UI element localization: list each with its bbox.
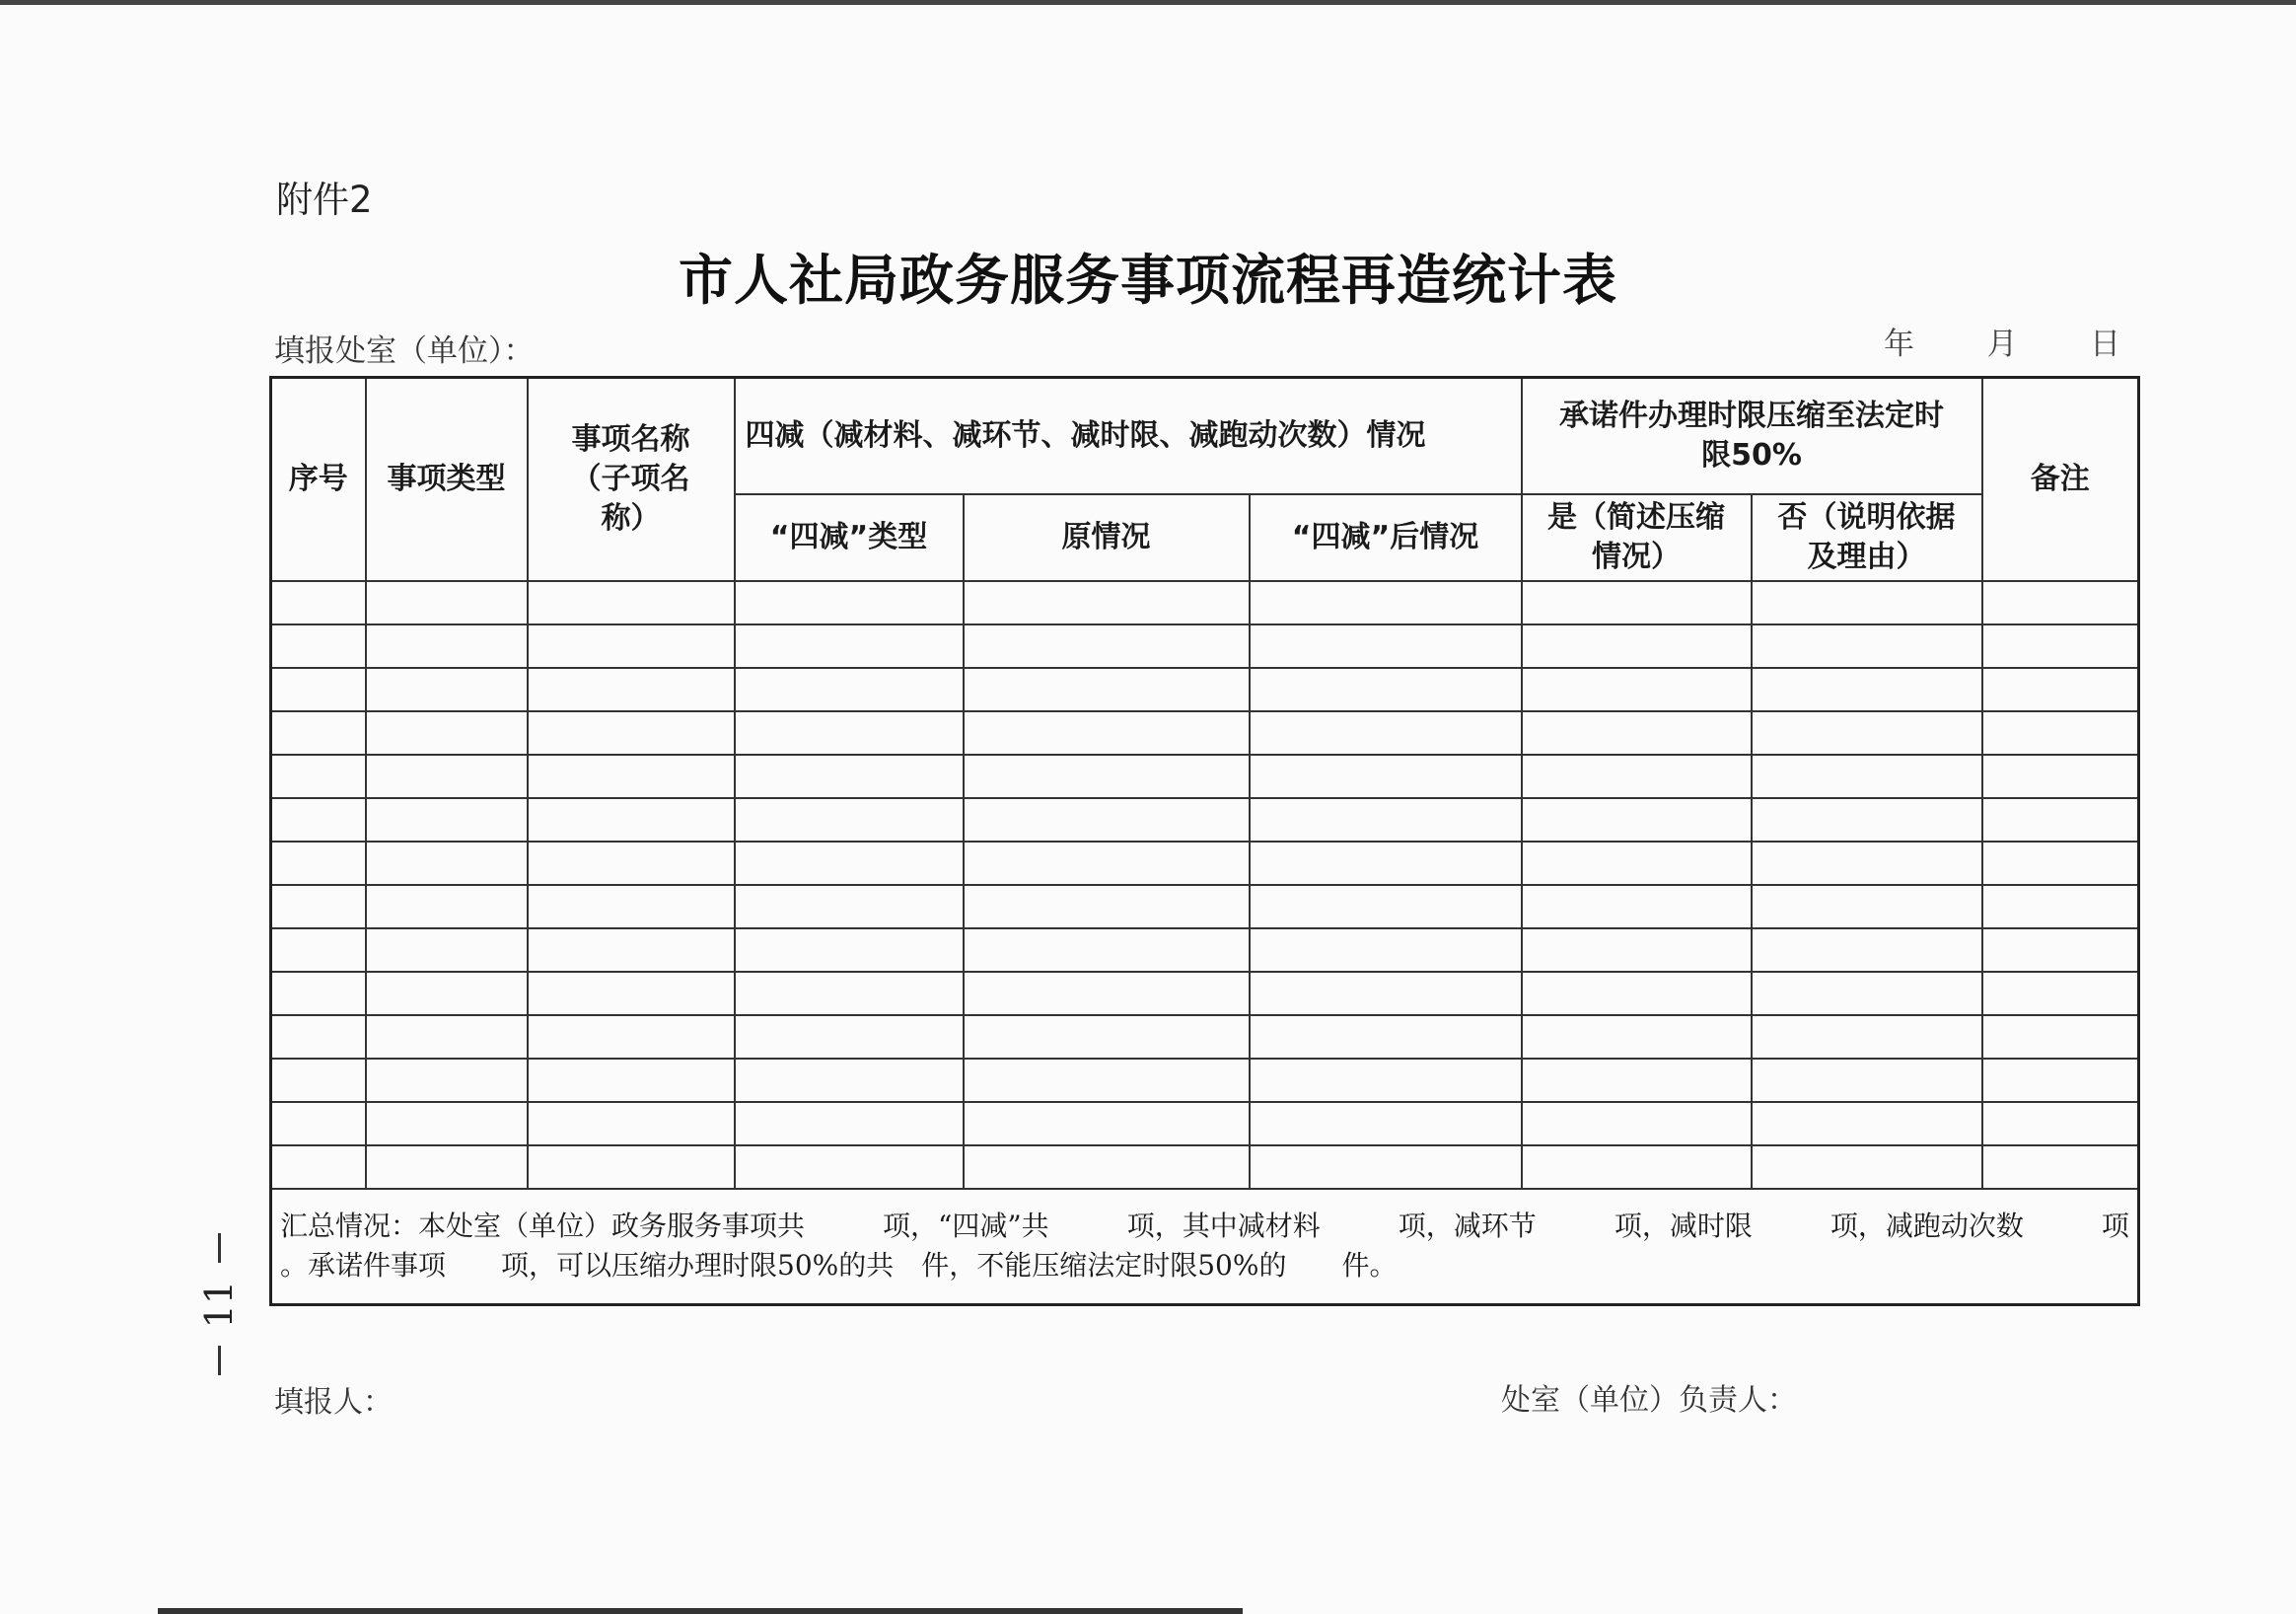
table-cell: [964, 711, 1250, 755]
table-cell: [1982, 1102, 2139, 1145]
table-cell: [271, 1059, 366, 1102]
summary-segment: 项，其中减材料: [1126, 1210, 1321, 1242]
table-cell: [1250, 972, 1522, 1015]
table-cell: [366, 711, 528, 755]
table-cell: [271, 624, 366, 668]
table-cell: [964, 928, 1250, 972]
table-cell: [1522, 928, 1752, 972]
table-body: [271, 581, 2139, 1305]
table-cell: [528, 624, 735, 668]
table-cell: [528, 1145, 735, 1189]
summary-segment: 项，减跑动次数: [1830, 1210, 2024, 1242]
table-cell: [1250, 1015, 1522, 1059]
table-cell: [964, 755, 1250, 798]
department-head-label: 处室（单位）负责人：: [1501, 1383, 1797, 1418]
table-cell: [366, 972, 528, 1015]
table-row: [271, 1102, 2139, 1145]
table-cell: [528, 928, 735, 972]
table-cell: [735, 1102, 964, 1145]
table-cell: [1250, 668, 1522, 711]
table-cell: [735, 1015, 964, 1059]
table-cell: [1522, 581, 1752, 624]
scan-edge: [158, 1608, 1243, 1614]
table-cell: [1982, 798, 2139, 842]
table-cell: [1522, 1145, 1752, 1189]
table-cell: [1982, 624, 2139, 668]
table-cell: [735, 755, 964, 798]
filler-label: 填报人：: [274, 1385, 393, 1420]
table-cell: [271, 1015, 366, 1059]
table-row: [271, 972, 2139, 1015]
table-cell: [528, 842, 735, 885]
table-cell: [1752, 755, 1982, 798]
table-row: [271, 928, 2139, 972]
table-cell: [964, 1015, 1250, 1059]
summary-segment: 项，减环节: [1398, 1210, 1537, 1242]
header-reduction-type: “四减”类型: [735, 494, 964, 581]
table-cell: [1982, 972, 2139, 1015]
header-commitment: [1522, 378, 1982, 494]
table-cell: [1982, 842, 2139, 885]
table-row: [271, 1015, 2139, 1059]
table-cell: [271, 1145, 366, 1189]
date-day-label: 日: [2090, 327, 2120, 362]
table-cell: [1752, 581, 1982, 624]
table-cell: [1982, 1059, 2139, 1102]
table-row: [271, 885, 2139, 928]
page-number: [197, 1233, 241, 1375]
table-row: [271, 842, 2139, 885]
page-title: 市人社局政务服务事项流程再造统计表: [678, 249, 1617, 312]
header-item-name-line: 事项名称: [571, 421, 690, 457]
table-cell: [1752, 885, 1982, 928]
table-cell: [964, 1102, 1250, 1145]
table-cell: [366, 1059, 528, 1102]
table-cell: [735, 1059, 964, 1102]
table-cell: [1982, 581, 2139, 624]
table-cell: [1982, 885, 2139, 928]
table-cell: [1250, 755, 1522, 798]
date-year-label: 年: [1884, 327, 1914, 362]
table-cell: [1522, 1059, 1752, 1102]
date-labels: [1884, 319, 2120, 363]
table-cell: [1522, 885, 1752, 928]
table-cell: [271, 972, 366, 1015]
table-cell: [1982, 711, 2139, 755]
table-cell: [1752, 842, 1982, 885]
table-cell: [735, 972, 964, 1015]
table-cell: [1250, 885, 1522, 928]
table-cell: [735, 711, 964, 755]
table-cell: [1250, 581, 1522, 624]
header-no-line: 否（说明依据: [1777, 499, 1956, 535]
attachment-label: 附件2: [276, 179, 373, 221]
summary-segment: 项，“四减”共: [883, 1210, 1049, 1242]
header-yes-line: 是（简述压缩: [1547, 499, 1725, 535]
scan-edge: [0, 0, 2296, 5]
table-cell: [1522, 624, 1752, 668]
table-cell: [1752, 624, 1982, 668]
table-cell: [1752, 1059, 1982, 1102]
table-cell: [1250, 798, 1522, 842]
table-row: [271, 1145, 2139, 1189]
table-cell: [964, 624, 1250, 668]
table-cell: [366, 1015, 528, 1059]
table-cell: [1752, 1102, 1982, 1145]
table-cell: [271, 928, 366, 972]
table-cell: [528, 1059, 735, 1102]
header-seq: 序号: [271, 378, 366, 581]
table-cell: [528, 972, 735, 1015]
table-cell: [964, 1145, 1250, 1189]
table-row: [271, 624, 2139, 668]
table-cell: [271, 668, 366, 711]
table-cell: [964, 972, 1250, 1015]
table-cell: [271, 581, 366, 624]
table-row: [271, 581, 2139, 624]
summary-line-2: 。承诺件事项 项，可以压缩办理时限50%的共 件，不能压缩法定时限50%的 件。: [280, 1249, 1398, 1282]
table-cell: [366, 1102, 528, 1145]
header-item-name: [528, 378, 735, 581]
table-cell: [1522, 711, 1752, 755]
table-cell: [528, 711, 735, 755]
header-commitment-line: 限50%: [1701, 437, 1802, 473]
table-cell: [1522, 842, 1752, 885]
table-cell: [528, 668, 735, 711]
page-number-dash: [218, 1346, 221, 1375]
summary-segment: 汇总情况：本处室（单位）政务服务事项共: [280, 1210, 806, 1242]
table-cell: [271, 798, 366, 842]
table-cell: [735, 624, 964, 668]
summary-cell: [271, 1189, 2139, 1305]
table-cell: [1522, 755, 1752, 798]
page-number-dash: [218, 1233, 221, 1263]
header-row-main: [271, 378, 2139, 494]
date-month-label: 月: [1986, 327, 2018, 362]
summary-segment: 项，减时限: [1614, 1210, 1753, 1242]
table-cell: [1250, 928, 1522, 972]
table-cell: [366, 624, 528, 668]
unit-label: 填报处室（单位）：: [274, 333, 535, 369]
table-cell: [271, 885, 366, 928]
table-cell: [964, 581, 1250, 624]
statistics-table: [269, 376, 2140, 1306]
header-remarks: 备注: [1982, 378, 2139, 581]
table-row: [271, 755, 2139, 798]
table-cell: [1250, 1059, 1522, 1102]
table-cell: [271, 711, 366, 755]
table-cell: [1250, 1102, 1522, 1145]
header-four-reductions: 四减（减材料、减环节、减时限、减跑动次数）情况: [735, 378, 1522, 494]
header-item-name-line: （子项名: [571, 461, 690, 496]
table-cell: [1250, 711, 1522, 755]
table-cell: [735, 842, 964, 885]
table-cell: [1250, 1145, 1522, 1189]
table-cell: [366, 755, 528, 798]
header-original-status: 原情况: [964, 494, 1250, 581]
table-cell: [528, 1102, 735, 1145]
table-cell: [366, 885, 528, 928]
header-commitment-line: 承诺件办理时限压缩至法定时: [1559, 398, 1944, 433]
table-cell: [1752, 798, 1982, 842]
table-cell: [1522, 1102, 1752, 1145]
header-no: [1752, 494, 1982, 581]
table-cell: [1982, 755, 2139, 798]
table-cell: [366, 842, 528, 885]
table-cell: [1250, 842, 1522, 885]
table-cell: [366, 798, 528, 842]
table-cell: [1752, 668, 1982, 711]
header-yes: [1522, 494, 1752, 581]
summary-line-1: [280, 1207, 2129, 1246]
table-cell: [964, 842, 1250, 885]
table-cell: [1250, 624, 1522, 668]
table-cell: [366, 928, 528, 972]
header-yes-line: 情况）: [1592, 539, 1681, 574]
table-cell: [271, 755, 366, 798]
table-cell: [735, 668, 964, 711]
table-cell: [1522, 668, 1752, 711]
table-cell: [366, 668, 528, 711]
table-cell: [1752, 711, 1982, 755]
table-cell: [1982, 1145, 2139, 1189]
header-after-status: “四减”后情况: [1250, 494, 1522, 581]
table-cell: [1752, 1015, 1982, 1059]
table-cell: [1752, 972, 1982, 1015]
table-cell: [964, 798, 1250, 842]
table-cell: [1982, 668, 2139, 711]
table-row: [271, 798, 2139, 842]
table-cell: [735, 581, 964, 624]
table-cell: [735, 928, 964, 972]
table-cell: [528, 755, 735, 798]
header-item-type: 事项类型: [366, 378, 528, 581]
table-cell: [735, 1145, 964, 1189]
table-cell: [1522, 798, 1752, 842]
table-cell: [528, 798, 735, 842]
table-cell: [735, 885, 964, 928]
header-item-name-line: 称）: [601, 500, 661, 536]
table-row: [271, 668, 2139, 711]
table-cell: [964, 668, 1250, 711]
table-cell: [528, 1015, 735, 1059]
table-cell: [964, 885, 1250, 928]
summary-segment: 项: [2101, 1210, 2129, 1242]
table-cell: [735, 798, 964, 842]
table-cell: [964, 1059, 1250, 1102]
table-cell: [1982, 1015, 2139, 1059]
table-row: [271, 711, 2139, 755]
table-cell: [1752, 928, 1982, 972]
summary-row: [271, 1189, 2139, 1305]
table-cell: [1522, 1015, 1752, 1059]
table-cell: [1982, 928, 2139, 972]
table-cell: [528, 581, 735, 624]
table-cell: [1522, 972, 1752, 1015]
table-cell: [528, 885, 735, 928]
table-cell: [366, 1145, 528, 1189]
header-no-line: 及理由）: [1807, 539, 1926, 574]
table-cell: [1752, 1145, 1982, 1189]
table-cell: [271, 842, 366, 885]
table-cell: [271, 1102, 366, 1145]
table-row: [271, 1059, 2139, 1102]
table-cell: [366, 581, 528, 624]
page-number-value: 11: [197, 1281, 241, 1329]
